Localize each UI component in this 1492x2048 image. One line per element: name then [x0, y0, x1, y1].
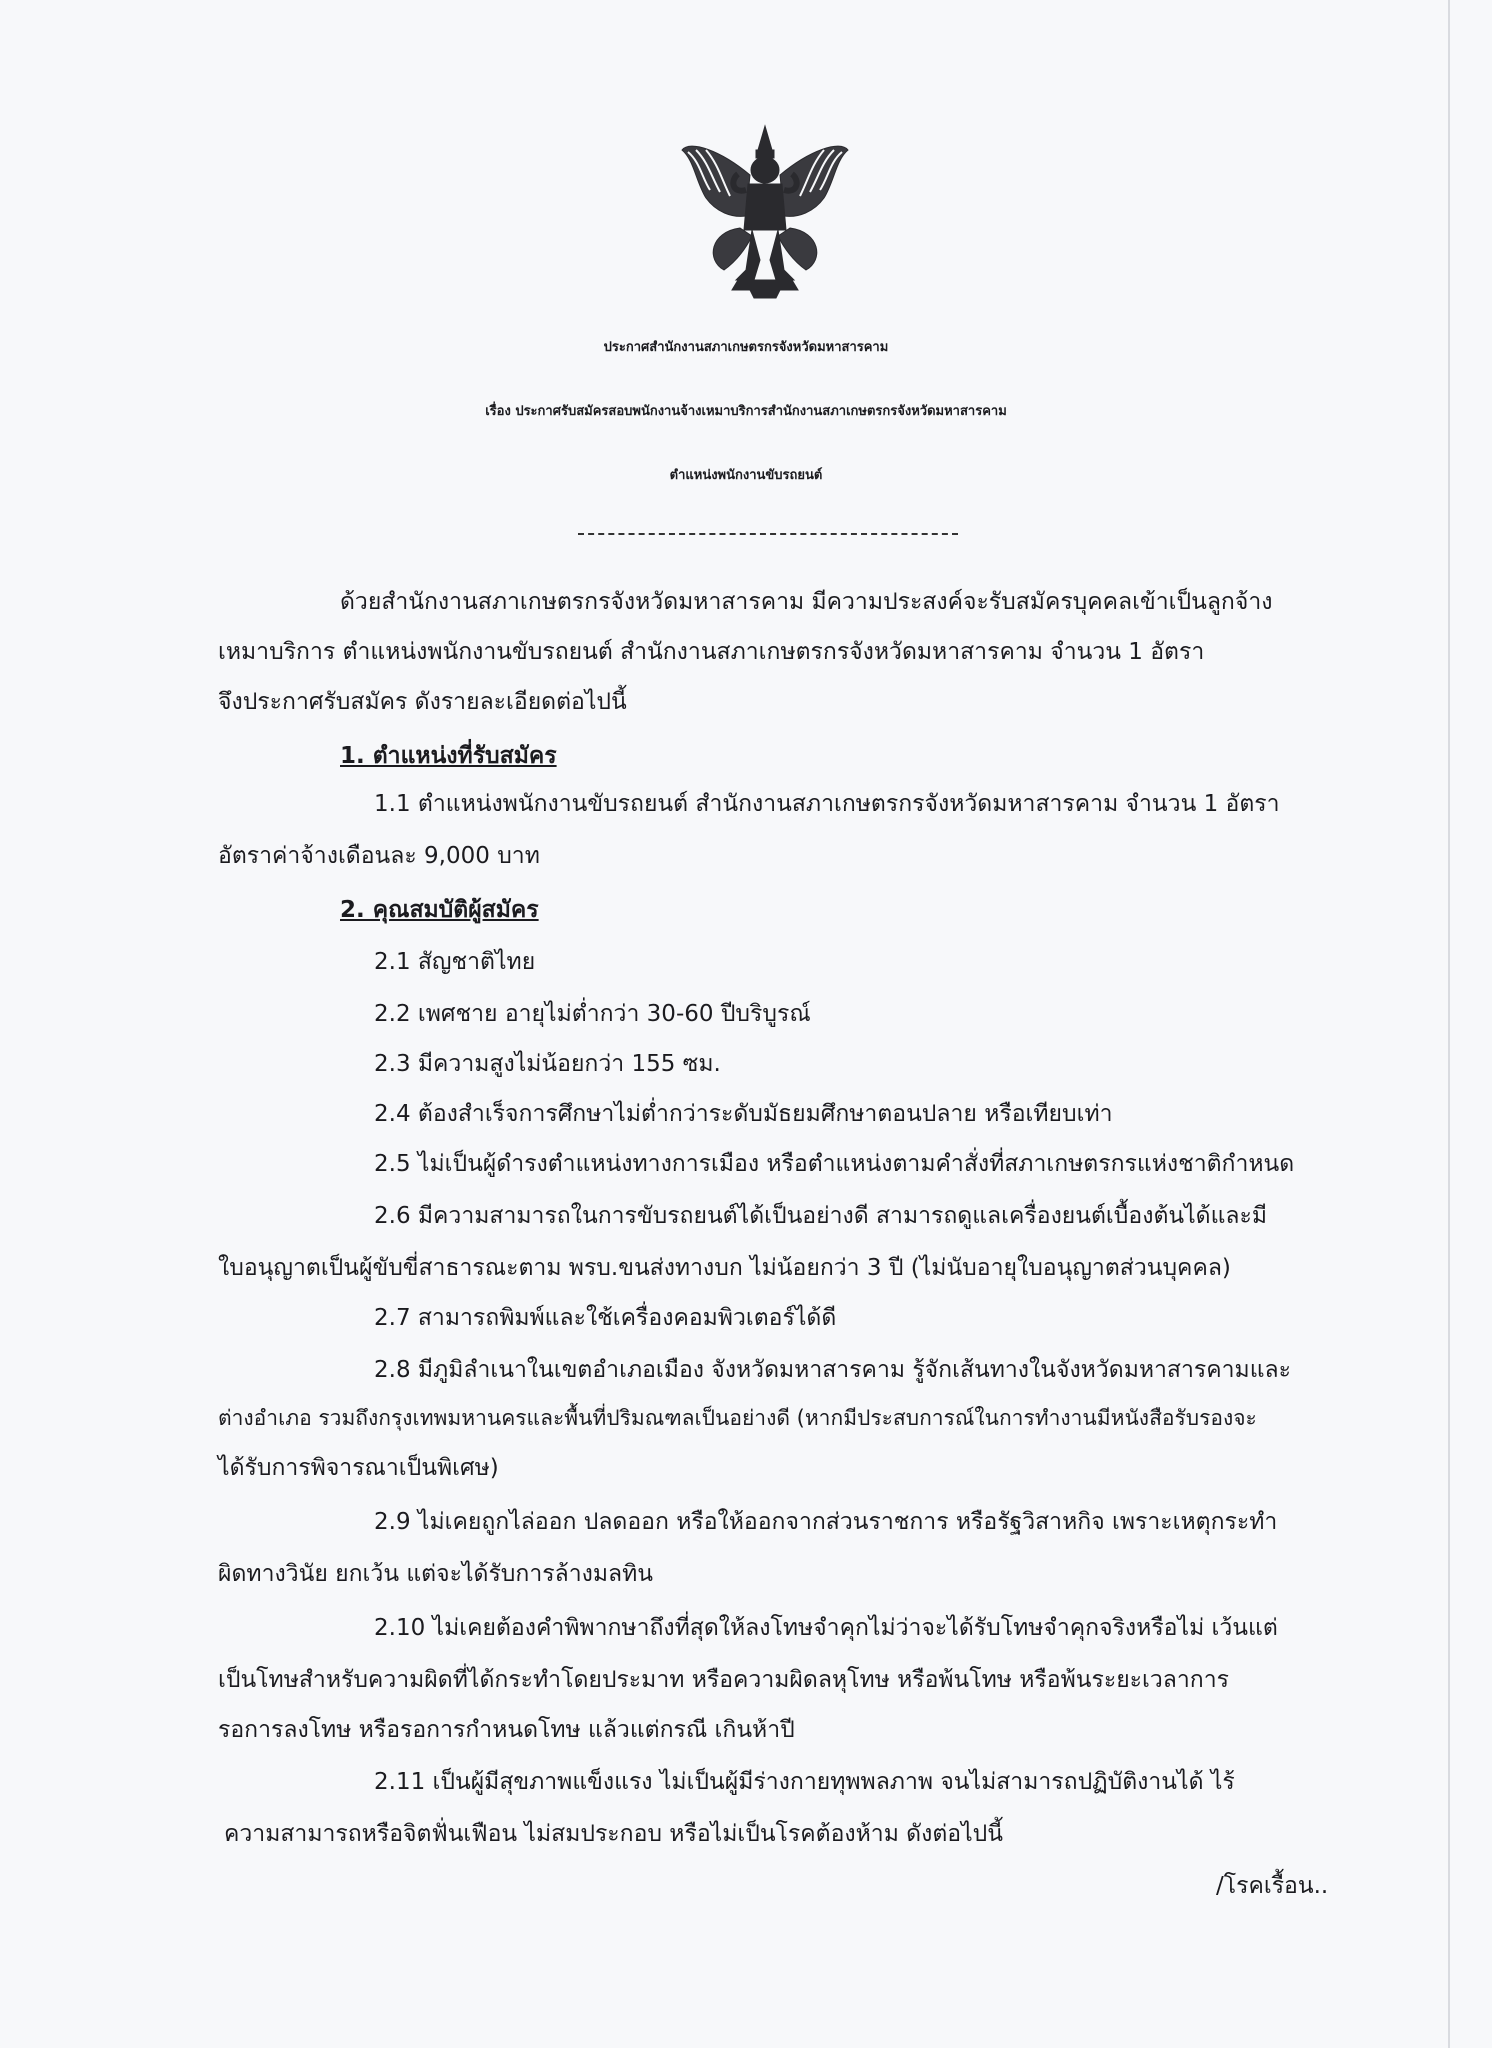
announcement-title: ประกาศสำนักงานสภาเกษตรกรจังหวัดมหาสารคาม — [603, 340, 889, 355]
qualification-item: ต่างอำเภอ รวมถึงกรุงเทพมหานครและพื้นที่ปริมณฑลเป็นอย่างดี (หากมีประสบการณ์ในการทำงานมีหนังสือรับรองจะ — [218, 1406, 1257, 1430]
qualification-item: รอการลงโทษ หรือรอการกำหนดโทษ แล้วแต่กรณี เกินห้าปี — [218, 1717, 795, 1743]
continuation-note: /โรคเรื้อน.. — [1216, 1873, 1329, 1899]
announcement-subject: เรื่อง ประกาศรับสมัครสอบพนักงานจ้างเหมาบริการสำนักงานสภาเกษตรกรจังหวัดมหาสารคาม — [485, 404, 1007, 419]
qualification-item: ผิดทางวินัย ยกเว้น แต่จะได้รับการล้างมลทิน — [218, 1561, 653, 1587]
qualification-item: 2.2 เพศชาย อายุไม่ต่ำกว่า 30-60 ปีบริบูรณ์ — [374, 1001, 811, 1027]
paper-edge — [1448, 0, 1450, 2048]
intro-line: ด้วยสำนักงานสภาเกษตรกรจังหวัดมหาสารคาม มีความประสงค์จะรับสมัครบุคคลเข้าเป็นลูกจ้าง — [340, 589, 1273, 615]
garuda-emblem-icon — [680, 120, 850, 300]
qualification-item: ได้รับการพิจารณาเป็นพิเศษ) — [218, 1455, 499, 1481]
section-1-title: 1. ตำแหน่งที่รับสมัคร — [340, 743, 557, 769]
section-1-line: 1.1 ตำแหน่งพนักงานขับรถยนต์ สำนักงานสภาเกษตรกรจังหวัดมหาสารคาม จำนวน 1 อัตรา — [374, 791, 1280, 817]
intro-line: เหมาบริการ ตำแหน่งพนักงานขับรถยนต์ สำนักงานสภาเกษตรกรจังหวัดมหาสารคาม จำนวน 1 อัตรา — [218, 639, 1205, 665]
announcement-position: ตำแหน่งพนักงานขับรถยนต์ — [669, 468, 823, 483]
qualification-item: 2.3 มีความสูงไม่น้อยกว่า 155 ซม. — [374, 1051, 721, 1077]
qualification-item: 2.11 เป็นผู้มีสุขภาพแข็งแรง ไม่เป็นผู้มีร่างกายทุพพลภาพ จนไม่สามารถปฏิบัติงานได้ ไร้ — [374, 1769, 1235, 1795]
section-2-title: 2. คุณสมบัติผู้สมัคร — [340, 897, 539, 923]
qualification-item: 2.5 ไม่เป็นผู้ดำรงตำแหน่งทางการเมือง หรือตำแหน่งตามคำสั่งที่สภาเกษตรกรแห่งชาติกำหนด — [374, 1151, 1295, 1177]
qualification-item: 2.4 ต้องสำเร็จการศึกษาไม่ต่ำกว่าระดับมัธยมศึกษาตอนปลาย หรือเทียบเท่า — [374, 1101, 1113, 1127]
section-1-line: อัตราค่าจ้างเดือนละ 9,000 บาท — [218, 843, 540, 869]
qualification-item: 2.6 มีความสามารถในการขับรถยนต์ได้เป็นอย่างดี สามารถดูแลเครื่องยนต์เบื้องต้นได้และมี — [374, 1203, 1268, 1229]
qualification-item: 2.1 สัญชาติไทย — [374, 949, 536, 975]
qualification-item: เป็นโทษสำหรับความผิดที่ได้กระทำโดยประมาท หรือความผิดลหุโทษ หรือพ้นโทษ หรือพ้นระยะเวลาการ — [218, 1667, 1230, 1693]
qualification-item: 2.8 มีภูมิลำเนาในเขตอำเภอเมือง จังหวัดมหาสารคาม รู้จักเส้นทางในจังหวัดมหาสารคามและ — [374, 1357, 1291, 1383]
intro-line: จึงประกาศรับสมัคร ดังรายละเอียดต่อไปนี้ — [218, 689, 627, 715]
qualification-item: 2.10 ไม่เคยต้องคำพิพากษาถึงที่สุดให้ลงโทษจำคุกไม่ว่าจะได้รับโทษจำคุกจริงหรือไม่ เว้นแต่ — [374, 1615, 1278, 1641]
qualification-item: 2.9 ไม่เคยถูกไล่ออก ปลดออก หรือให้ออกจากส่วนราชการ หรือรัฐวิสาหกิจ เพราะเหตุกระทำ — [374, 1509, 1278, 1535]
qualification-item: ใบอนุญาตเป็นผู้ขับขี่สาธารณะตาม พรบ.ขนส่งทางบก ไม่น้อยกว่า 3 ปี (ไม่นับอายุใบอนุญาตส่วนบุคคล) — [218, 1255, 1231, 1281]
qualification-item: ความสามารถหรือจิตฟั่นเฟือน ไม่สมประกอบ หรือไม่เป็นโรคต้องห้าม ดังต่อไปนี้ — [224, 1821, 1003, 1847]
qualification-item: 2.7 สามารถพิมพ์และใช้เครื่องคอมพิวเตอร์ได้ดี — [374, 1305, 837, 1331]
divider-line — [578, 533, 958, 535]
